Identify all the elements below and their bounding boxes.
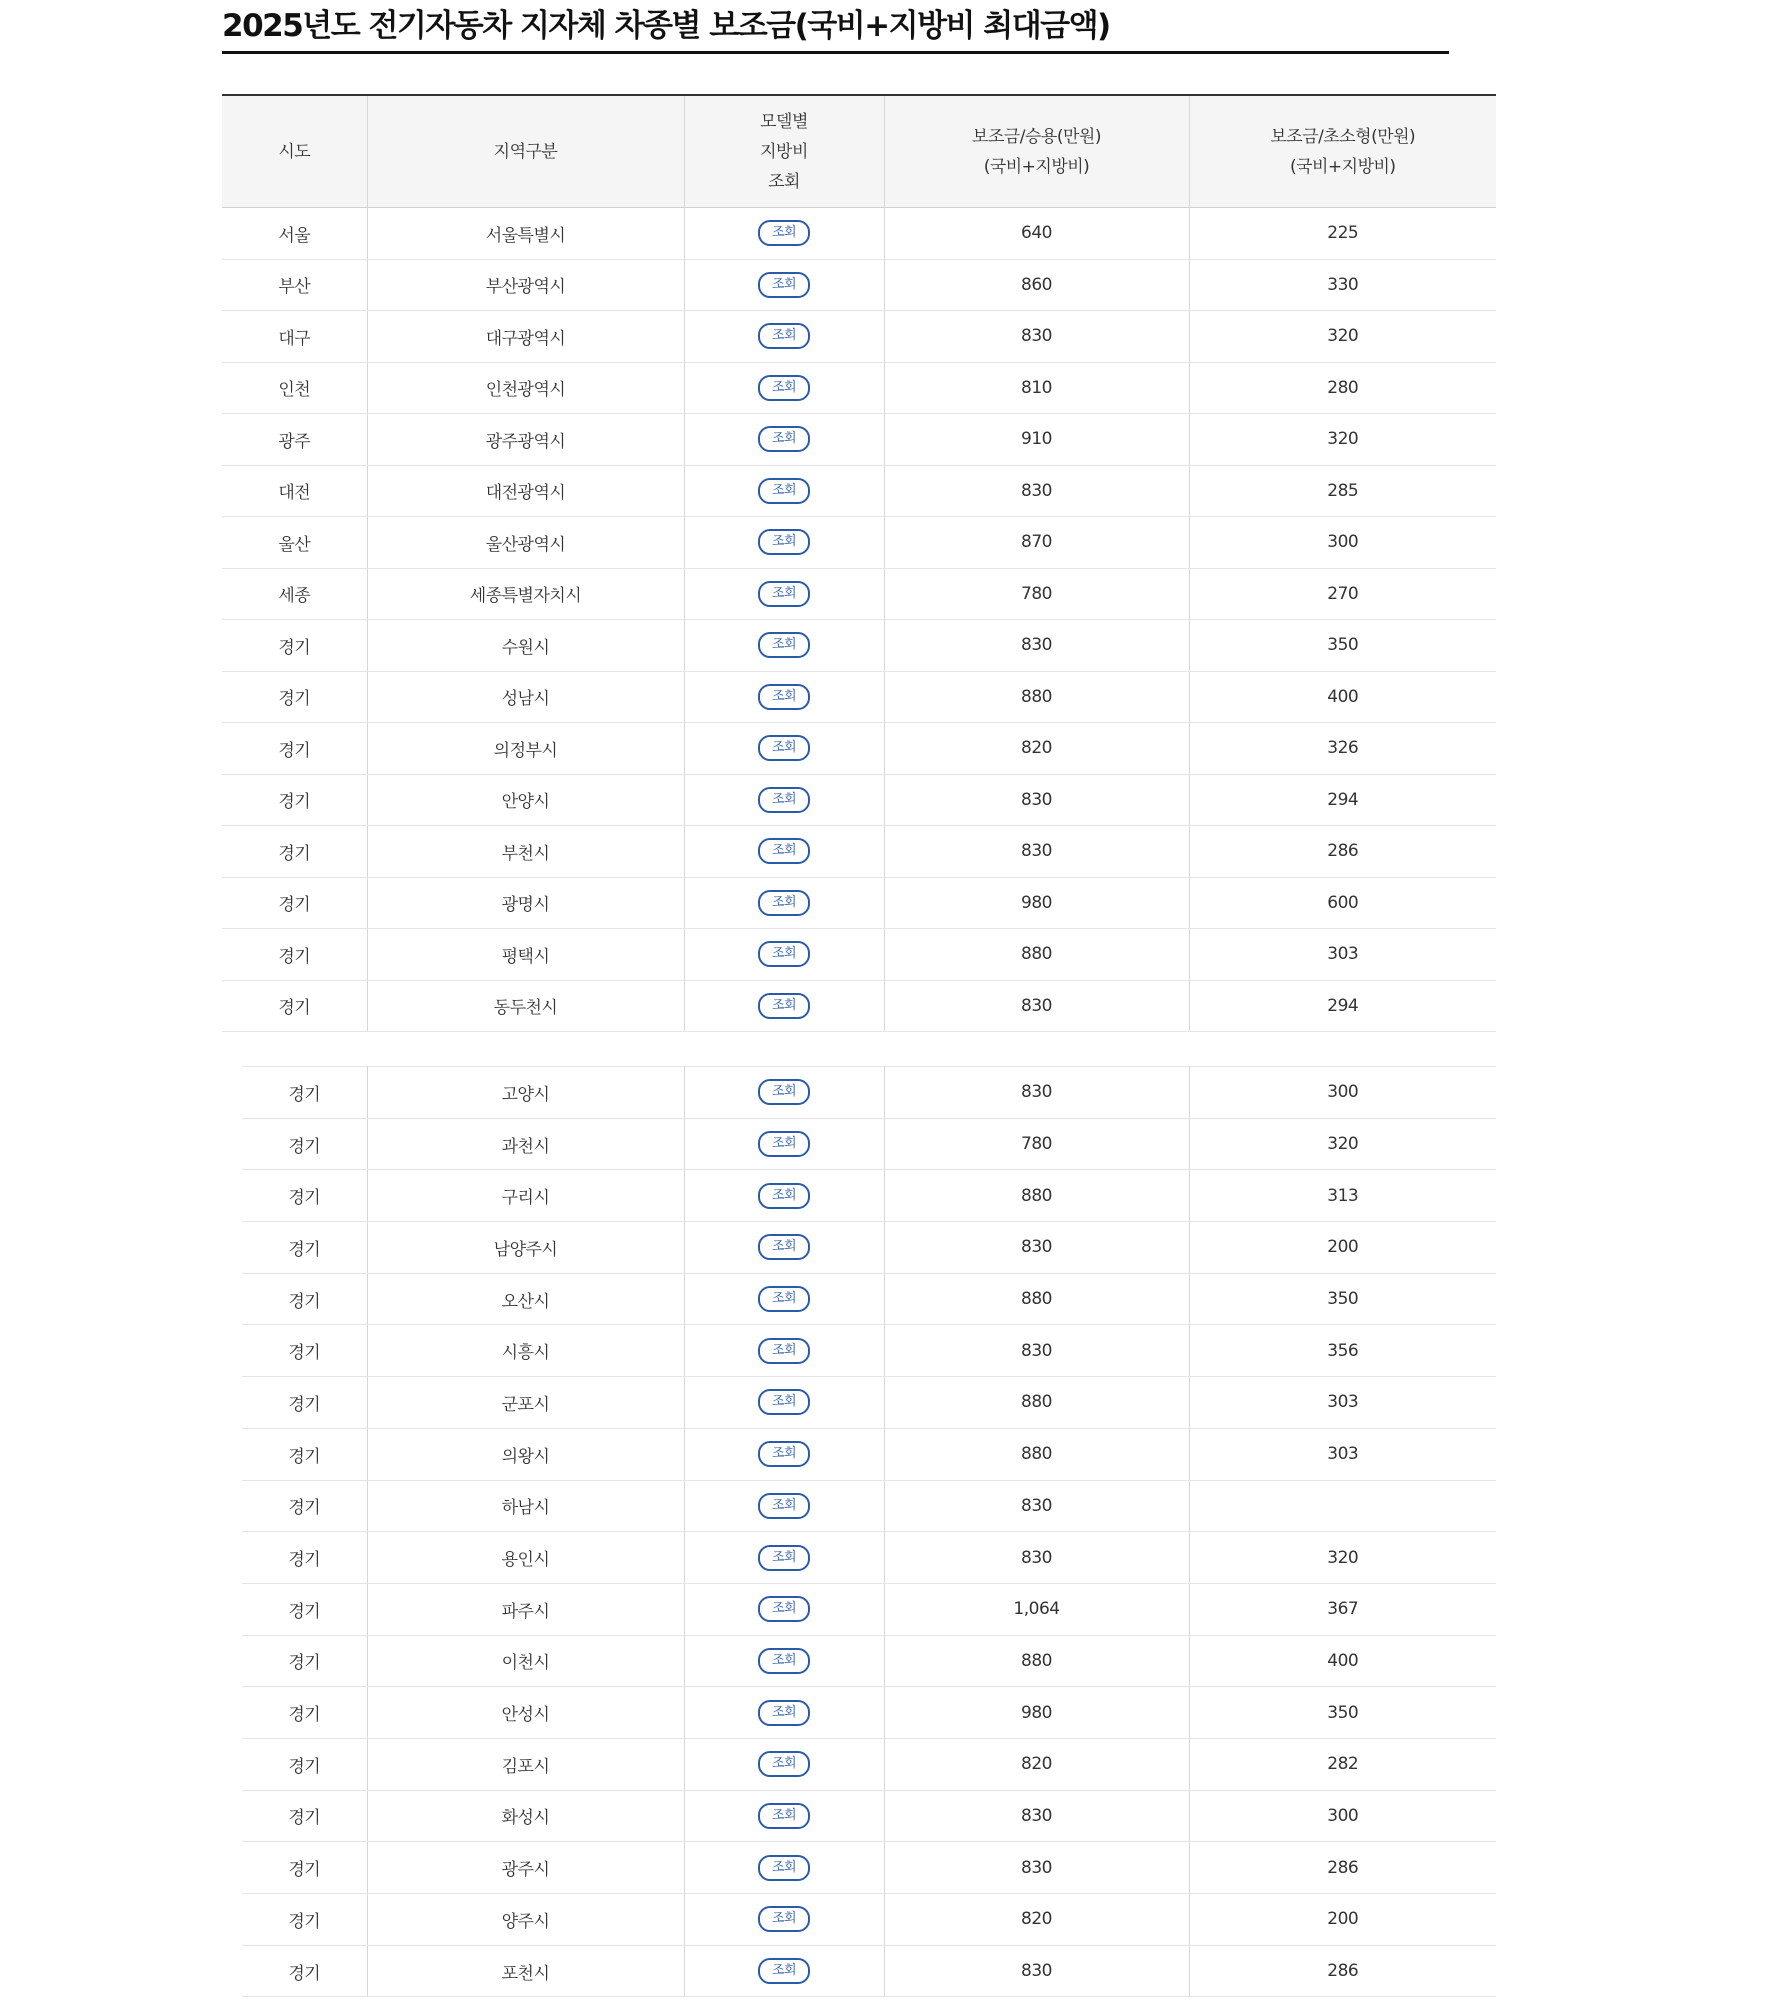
cell-subcompact-subsidy: 303 xyxy=(1189,929,1496,981)
cell-passenger-subsidy: 810 xyxy=(884,362,1189,414)
lookup-button[interactable]: 조회 xyxy=(758,1131,810,1157)
lookup-button[interactable]: 조회 xyxy=(758,890,810,916)
cell-model-lookup xyxy=(684,1945,884,1997)
cell-model-lookup xyxy=(684,980,884,1032)
cell-region: 울산광역시 xyxy=(367,517,684,569)
cell-model-lookup xyxy=(684,1687,884,1739)
cell-region: 평택시 xyxy=(367,929,684,981)
cell-region: 오산시 xyxy=(367,1273,684,1325)
cell-region: 광주시 xyxy=(367,1842,684,1894)
cell-sido: 경기 xyxy=(242,1428,367,1480)
header-passenger-line-2: (국비+지방비) xyxy=(983,156,1090,177)
header-model-line-2: 지방비 xyxy=(760,141,808,162)
lookup-button[interactable]: 조회 xyxy=(758,1338,810,1364)
header-model-line-3: 조회 xyxy=(768,171,800,192)
cell-model-lookup xyxy=(684,1222,884,1274)
cell-sido: 광주 xyxy=(222,414,367,466)
cell-sido: 세종 xyxy=(222,568,367,620)
cell-subcompact-subsidy: 286 xyxy=(1189,1945,1496,1997)
table-row xyxy=(242,1428,1496,1480)
cell-model-lookup xyxy=(684,517,884,569)
lookup-button[interactable]: 조회 xyxy=(758,375,810,401)
cell-passenger-subsidy: 820 xyxy=(884,723,1189,775)
cell-subcompact-subsidy: 600 xyxy=(1189,877,1496,929)
lookup-button[interactable]: 조회 xyxy=(758,993,810,1019)
cell-region: 부천시 xyxy=(367,826,684,878)
cell-passenger-subsidy: 880 xyxy=(884,1170,1189,1222)
lookup-button[interactable]: 조회 xyxy=(758,838,810,864)
cell-region: 시흥시 xyxy=(367,1325,684,1377)
table-row xyxy=(242,1480,1496,1532)
cell-passenger-subsidy: 860 xyxy=(884,259,1189,311)
table-row xyxy=(242,1945,1496,1997)
table-row xyxy=(222,362,1496,414)
table-row xyxy=(222,671,1496,723)
cell-sido: 인천 xyxy=(222,362,367,414)
cell-model-lookup xyxy=(684,1894,884,1946)
table-row xyxy=(222,208,1496,260)
cell-model-lookup xyxy=(684,929,884,981)
cell-subcompact-subsidy: 270 xyxy=(1189,568,1496,620)
cell-model-lookup xyxy=(684,208,884,260)
lookup-button[interactable]: 조회 xyxy=(758,1493,810,1519)
cell-sido: 경기 xyxy=(242,1738,367,1790)
table-row xyxy=(242,1687,1496,1739)
cell-passenger-subsidy: 880 xyxy=(884,1635,1189,1687)
cell-model-lookup xyxy=(684,1377,884,1429)
cell-subcompact-subsidy: 285 xyxy=(1189,465,1496,517)
cell-model-lookup xyxy=(684,1273,884,1325)
table-row xyxy=(242,1273,1496,1325)
cell-region: 김포시 xyxy=(367,1738,684,1790)
cell-subcompact-subsidy: 294 xyxy=(1189,774,1496,826)
table-row xyxy=(222,826,1496,878)
cell-passenger-subsidy: 880 xyxy=(884,1377,1189,1429)
lookup-button[interactable]: 조회 xyxy=(758,1079,810,1105)
table-row xyxy=(222,774,1496,826)
cell-region: 파주시 xyxy=(367,1583,684,1635)
cell-subcompact-subsidy: 286 xyxy=(1189,1842,1496,1894)
header-sido: 시도 xyxy=(222,95,367,208)
cell-passenger-subsidy: 870 xyxy=(884,517,1189,569)
cell-passenger-subsidy: 880 xyxy=(884,671,1189,723)
cell-region: 부산광역시 xyxy=(367,259,684,311)
cell-subcompact-subsidy: 300 xyxy=(1189,1790,1496,1842)
cell-model-lookup xyxy=(684,1428,884,1480)
cell-sido: 부산 xyxy=(222,259,367,311)
table-row xyxy=(242,1842,1496,1894)
lookup-button[interactable]: 조회 xyxy=(758,1441,810,1467)
cell-subcompact-subsidy: 286 xyxy=(1189,826,1496,878)
header-subcompact-line-2: (국비+지방비) xyxy=(1289,156,1396,177)
cell-model-lookup xyxy=(684,723,884,775)
cell-passenger-subsidy: 830 xyxy=(884,774,1189,826)
cell-passenger-subsidy: 830 xyxy=(884,1325,1189,1377)
table-row xyxy=(242,1222,1496,1274)
lookup-button[interactable]: 조회 xyxy=(758,1803,810,1829)
lookup-button[interactable]: 조회 xyxy=(758,684,810,710)
cell-passenger-subsidy: 880 xyxy=(884,1273,1189,1325)
cell-subcompact-subsidy: 320 xyxy=(1189,1532,1496,1584)
subsidy-table xyxy=(222,94,1496,1032)
table-row xyxy=(222,465,1496,517)
cell-model-lookup xyxy=(684,877,884,929)
cell-passenger-subsidy: 830 xyxy=(884,1842,1189,1894)
cell-subcompact-subsidy: 400 xyxy=(1189,1635,1496,1687)
cell-sido: 경기 xyxy=(242,1067,367,1119)
cell-passenger-subsidy: 780 xyxy=(884,568,1189,620)
cell-model-lookup xyxy=(684,1325,884,1377)
cell-passenger-subsidy: 830 xyxy=(884,1222,1189,1274)
subsidy-table-continued xyxy=(242,1066,1496,1997)
header-subcompact-line-1: 보조금/초소형(만원) xyxy=(1270,126,1416,147)
cell-sido: 경기 xyxy=(242,1222,367,1274)
cell-subcompact-subsidy: 225 xyxy=(1189,208,1496,260)
cell-subcompact-subsidy: 200 xyxy=(1189,1894,1496,1946)
cell-subcompact-subsidy xyxy=(1189,1480,1496,1532)
table-body-part-1 xyxy=(222,208,1496,1032)
cell-subcompact-subsidy: 367 xyxy=(1189,1583,1496,1635)
cell-subcompact-subsidy: 282 xyxy=(1189,1738,1496,1790)
cell-passenger-subsidy: 830 xyxy=(884,1480,1189,1532)
cell-region: 대전광역시 xyxy=(367,465,684,517)
cell-sido: 경기 xyxy=(242,1480,367,1532)
cell-sido: 서울 xyxy=(222,208,367,260)
cell-region: 포천시 xyxy=(367,1945,684,1997)
cell-model-lookup xyxy=(684,1583,884,1635)
cell-region: 양주시 xyxy=(367,1894,684,1946)
cell-model-lookup xyxy=(684,1480,884,1532)
cell-subcompact-subsidy: 320 xyxy=(1189,1118,1496,1170)
cell-subcompact-subsidy: 350 xyxy=(1189,1273,1496,1325)
lookup-button[interactable]: 조회 xyxy=(758,1648,810,1674)
cell-region: 하남시 xyxy=(367,1480,684,1532)
lookup-button[interactable]: 조회 xyxy=(758,1855,810,1881)
cell-subcompact-subsidy: 350 xyxy=(1189,620,1496,672)
cell-sido: 경기 xyxy=(242,1583,367,1635)
lookup-button[interactable]: 조회 xyxy=(758,272,810,298)
cell-sido: 경기 xyxy=(222,671,367,723)
cell-subcompact-subsidy: 356 xyxy=(1189,1325,1496,1377)
lookup-button[interactable]: 조회 xyxy=(758,1958,810,1984)
table-row xyxy=(242,1067,1496,1119)
cell-region: 세종특별자치시 xyxy=(367,568,684,620)
cell-sido: 경기 xyxy=(222,980,367,1032)
table-row xyxy=(242,1170,1496,1222)
cell-sido: 경기 xyxy=(242,1945,367,1997)
table-row xyxy=(222,517,1496,569)
table-row xyxy=(222,311,1496,363)
cell-sido: 경기 xyxy=(222,620,367,672)
cell-region: 동두천시 xyxy=(367,980,684,1032)
lookup-button[interactable]: 조회 xyxy=(758,1751,810,1777)
lookup-button[interactable]: 조회 xyxy=(758,1700,810,1726)
cell-subcompact-subsidy: 300 xyxy=(1189,517,1496,569)
cell-model-lookup xyxy=(684,1532,884,1584)
cell-subcompact-subsidy: 200 xyxy=(1189,1222,1496,1274)
cell-model-lookup xyxy=(684,1170,884,1222)
cell-subcompact-subsidy: 320 xyxy=(1189,414,1496,466)
cell-model-lookup xyxy=(684,774,884,826)
cell-passenger-subsidy: 830 xyxy=(884,1790,1189,1842)
cell-sido: 경기 xyxy=(222,877,367,929)
cell-region: 의정부시 xyxy=(367,723,684,775)
cell-model-lookup xyxy=(684,465,884,517)
header-passenger-line-1: 보조금/승용(만원) xyxy=(972,126,1101,147)
cell-passenger-subsidy: 1,064 xyxy=(884,1583,1189,1635)
cell-region: 의왕시 xyxy=(367,1428,684,1480)
lookup-button[interactable]: 조회 xyxy=(758,581,810,607)
cell-passenger-subsidy: 830 xyxy=(884,980,1189,1032)
cell-region: 용인시 xyxy=(367,1532,684,1584)
cell-sido: 경기 xyxy=(222,826,367,878)
cell-sido: 경기 xyxy=(242,1532,367,1584)
table-row xyxy=(242,1118,1496,1170)
cell-passenger-subsidy: 830 xyxy=(884,620,1189,672)
table-row xyxy=(242,1377,1496,1429)
cell-region: 인천광역시 xyxy=(367,362,684,414)
lookup-button[interactable]: 조회 xyxy=(758,787,810,813)
cell-sido: 경기 xyxy=(242,1790,367,1842)
cell-subcompact-subsidy: 300 xyxy=(1189,1067,1496,1119)
cell-subcompact-subsidy: 294 xyxy=(1189,980,1496,1032)
table-row xyxy=(222,568,1496,620)
cell-passenger-subsidy: 830 xyxy=(884,826,1189,878)
cell-subcompact-subsidy: 330 xyxy=(1189,259,1496,311)
cell-passenger-subsidy: 980 xyxy=(884,877,1189,929)
cell-subcompact-subsidy: 350 xyxy=(1189,1687,1496,1739)
cell-region: 서울특별시 xyxy=(367,208,684,260)
cell-sido: 경기 xyxy=(242,1377,367,1429)
table-row xyxy=(242,1325,1496,1377)
cell-region: 과천시 xyxy=(367,1118,684,1170)
lookup-button[interactable]: 조회 xyxy=(758,529,810,555)
table-row xyxy=(242,1894,1496,1946)
table-header xyxy=(222,95,1496,208)
cell-model-lookup xyxy=(684,362,884,414)
header-region: 지역구분 xyxy=(367,95,684,208)
cell-region: 성남시 xyxy=(367,671,684,723)
table-row xyxy=(222,259,1496,311)
cell-subcompact-subsidy: 313 xyxy=(1189,1170,1496,1222)
cell-sido: 울산 xyxy=(222,517,367,569)
cell-region: 안양시 xyxy=(367,774,684,826)
cell-region: 구리시 xyxy=(367,1170,684,1222)
lookup-button[interactable]: 조회 xyxy=(758,632,810,658)
cell-region: 남양주시 xyxy=(367,1222,684,1274)
cell-sido: 대구 xyxy=(222,311,367,363)
cell-model-lookup xyxy=(684,1842,884,1894)
cell-region: 광주광역시 xyxy=(367,414,684,466)
cell-sido: 경기 xyxy=(242,1635,367,1687)
cell-region: 안성시 xyxy=(367,1687,684,1739)
table-row xyxy=(242,1583,1496,1635)
cell-passenger-subsidy: 830 xyxy=(884,465,1189,517)
cell-passenger-subsidy: 980 xyxy=(884,1687,1189,1739)
cell-region: 광명시 xyxy=(367,877,684,929)
table-row xyxy=(242,1790,1496,1842)
cell-passenger-subsidy: 780 xyxy=(884,1118,1189,1170)
cell-passenger-subsidy: 880 xyxy=(884,929,1189,981)
cell-region: 고양시 xyxy=(367,1067,684,1119)
cell-model-lookup xyxy=(684,568,884,620)
lookup-button[interactable]: 조회 xyxy=(758,426,810,452)
cell-model-lookup xyxy=(684,414,884,466)
header-model-line-1: 모델별 xyxy=(760,111,808,132)
cell-subcompact-subsidy: 303 xyxy=(1189,1377,1496,1429)
cell-sido: 경기 xyxy=(242,1118,367,1170)
cell-sido: 경기 xyxy=(242,1273,367,1325)
cell-passenger-subsidy: 880 xyxy=(884,1428,1189,1480)
cell-passenger-subsidy: 820 xyxy=(884,1738,1189,1790)
lookup-button[interactable]: 조회 xyxy=(758,1389,810,1415)
lookup-button[interactable]: 조회 xyxy=(758,323,810,349)
table-row xyxy=(222,414,1496,466)
table-row xyxy=(222,723,1496,775)
cell-sido: 경기 xyxy=(242,1842,367,1894)
cell-model-lookup xyxy=(684,311,884,363)
cell-region: 수원시 xyxy=(367,620,684,672)
cell-passenger-subsidy: 640 xyxy=(884,208,1189,260)
table-body-part-2 xyxy=(242,1067,1496,1997)
cell-model-lookup xyxy=(684,671,884,723)
header-subcompact-subsidy xyxy=(1189,95,1496,208)
header-row xyxy=(222,95,1496,208)
lookup-button[interactable]: 조회 xyxy=(758,1545,810,1571)
cell-model-lookup xyxy=(684,1067,884,1119)
lookup-button[interactable]: 조회 xyxy=(758,1234,810,1260)
cell-region: 대구광역시 xyxy=(367,311,684,363)
cell-sido: 경기 xyxy=(222,723,367,775)
table-row xyxy=(242,1635,1496,1687)
cell-sido: 경기 xyxy=(242,1894,367,1946)
cell-sido: 대전 xyxy=(222,465,367,517)
lookup-button[interactable]: 조회 xyxy=(758,941,810,967)
cell-sido: 경기 xyxy=(222,929,367,981)
lookup-button[interactable]: 조회 xyxy=(758,735,810,761)
cell-passenger-subsidy: 830 xyxy=(884,311,1189,363)
table-row xyxy=(242,1532,1496,1584)
table-row xyxy=(222,620,1496,672)
cell-model-lookup xyxy=(684,620,884,672)
lookup-button[interactable]: 조회 xyxy=(758,220,810,246)
cell-model-lookup xyxy=(684,1118,884,1170)
lookup-button[interactable]: 조회 xyxy=(758,1906,810,1932)
cell-subcompact-subsidy: 326 xyxy=(1189,723,1496,775)
cell-passenger-subsidy: 830 xyxy=(884,1532,1189,1584)
lookup-button[interactable]: 조회 xyxy=(758,1183,810,1209)
lookup-button[interactable]: 조회 xyxy=(758,478,810,504)
header-model-lookup xyxy=(684,95,884,208)
cell-subcompact-subsidy: 320 xyxy=(1189,311,1496,363)
cell-subcompact-subsidy: 303 xyxy=(1189,1428,1496,1480)
cell-passenger-subsidy: 830 xyxy=(884,1945,1189,1997)
cell-sido: 경기 xyxy=(242,1687,367,1739)
cell-sido: 경기 xyxy=(242,1325,367,1377)
table-row xyxy=(222,980,1496,1032)
cell-region: 화성시 xyxy=(367,1790,684,1842)
cell-model-lookup xyxy=(684,1738,884,1790)
cell-subcompact-subsidy: 400 xyxy=(1189,671,1496,723)
table-row xyxy=(242,1738,1496,1790)
cell-passenger-subsidy: 820 xyxy=(884,1894,1189,1946)
lookup-button[interactable]: 조회 xyxy=(758,1596,810,1622)
cell-model-lookup xyxy=(684,826,884,878)
cell-model-lookup xyxy=(684,259,884,311)
page-title: 2025년도 전기자동차 지자체 차종별 보조금(국비+지방비 최대금액) xyxy=(222,4,1449,54)
cell-model-lookup xyxy=(684,1635,884,1687)
cell-region: 군포시 xyxy=(367,1377,684,1429)
header-passenger-subsidy xyxy=(884,95,1189,208)
cell-passenger-subsidy: 830 xyxy=(884,1067,1189,1119)
cell-region: 이천시 xyxy=(367,1635,684,1687)
cell-sido: 경기 xyxy=(222,774,367,826)
cell-sido: 경기 xyxy=(242,1170,367,1222)
cell-model-lookup xyxy=(684,1790,884,1842)
cell-subcompact-subsidy: 280 xyxy=(1189,362,1496,414)
table-row xyxy=(222,877,1496,929)
lookup-button[interactable]: 조회 xyxy=(758,1286,810,1312)
table-row xyxy=(222,929,1496,981)
cell-passenger-subsidy: 910 xyxy=(884,414,1189,466)
